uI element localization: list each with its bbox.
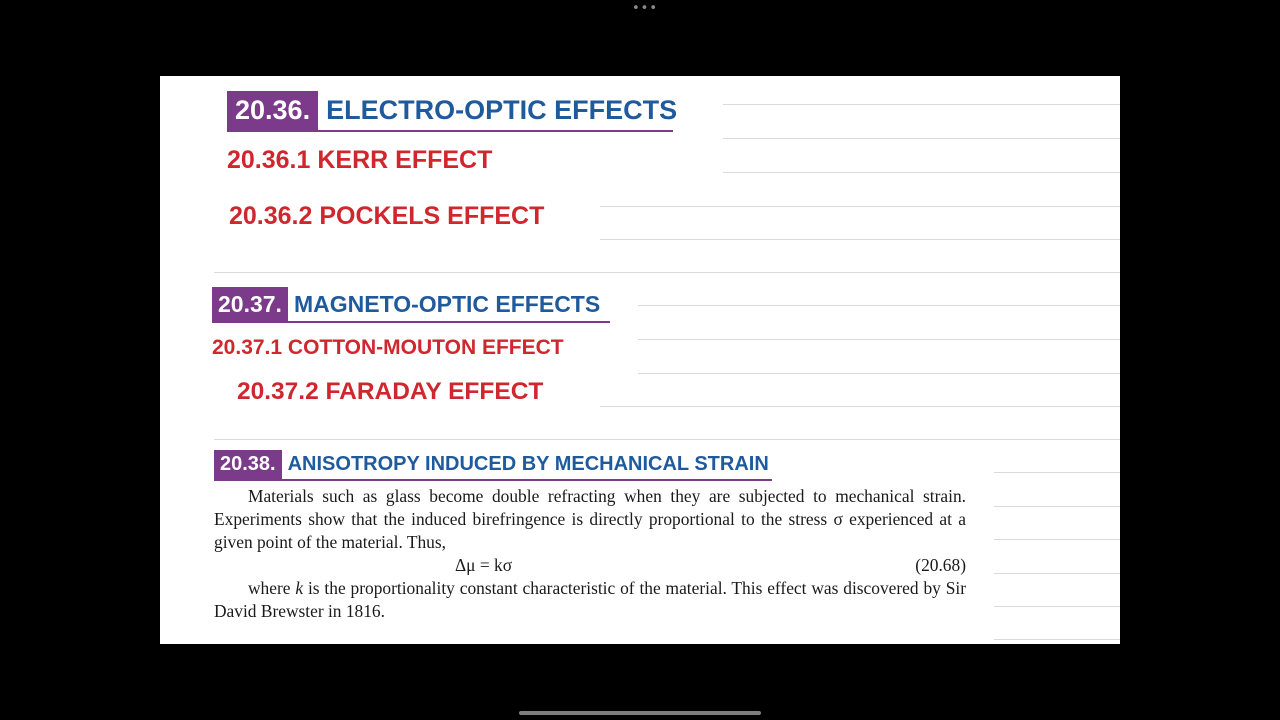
rule-line: [723, 172, 1120, 173]
rule-line: [638, 373, 1120, 374]
rule-line: [994, 539, 1120, 540]
rule-line: [600, 206, 1120, 207]
section-title: ANISOTROPY INDUCED BY MECHANICAL STRAIN: [287, 453, 769, 475]
section-heading-20-38: [214, 450, 772, 481]
rule-line: [994, 472, 1120, 473]
section-heading-20-37: [212, 287, 610, 323]
section-title: MAGNETO-OPTIC EFFECTS: [293, 290, 601, 317]
subsection-heading: 20.36.2 POCKELS EFFECT: [229, 202, 545, 230]
document-page: [160, 76, 1120, 644]
section-title: ELECTRO-OPTIC EFFECTS: [326, 95, 678, 125]
rule-line: [994, 506, 1120, 507]
rule-line: [723, 138, 1120, 139]
equation-row: [214, 554, 966, 577]
subsection-heading: 20.37.2 FARADAY EFFECT: [237, 378, 544, 405]
section-number: 20.38.: [214, 450, 282, 479]
equation-number: (20.68): [915, 555, 966, 575]
section-heading-20-36: [227, 91, 678, 132]
subsection-heading: 20.37.1 COTTON-MOUTON EFFECT: [212, 336, 564, 359]
rule-line: [994, 639, 1120, 640]
equation: Δμ = kσ: [455, 555, 513, 575]
more-options-icon[interactable]: •••: [632, 1, 659, 16]
section-number: 20.36.: [227, 91, 318, 130]
rule-line: [214, 272, 1120, 273]
paragraph-text: is the proportionality constant characteristic of the material. This effect was discovered by Sir David Brewster in 1816.: [214, 578, 966, 621]
rule-line: [994, 573, 1120, 574]
home-indicator[interactable]: [519, 711, 761, 715]
paragraph-text: where: [248, 578, 296, 598]
rule-line: [214, 439, 1120, 440]
paragraph: Materials such as glass become double refracting when they are subjected to mechanical strain. Experiments show that the induced birefringence is directly proportional to the stress σ experienced at a given point of the material. Thus,: [214, 486, 966, 552]
rule-line: [994, 606, 1120, 607]
variable-k: k: [295, 578, 304, 598]
rule-line: [638, 339, 1120, 340]
rule-line: [600, 406, 1120, 407]
rule-line: [600, 239, 1120, 240]
rule-line: [723, 104, 1120, 105]
section-body: [214, 485, 966, 623]
subsection-heading: 20.36.1 KERR EFFECT: [227, 146, 493, 174]
paragraph: [214, 577, 966, 623]
section-number: 20.37.: [212, 287, 288, 321]
rule-line: [638, 305, 1120, 306]
